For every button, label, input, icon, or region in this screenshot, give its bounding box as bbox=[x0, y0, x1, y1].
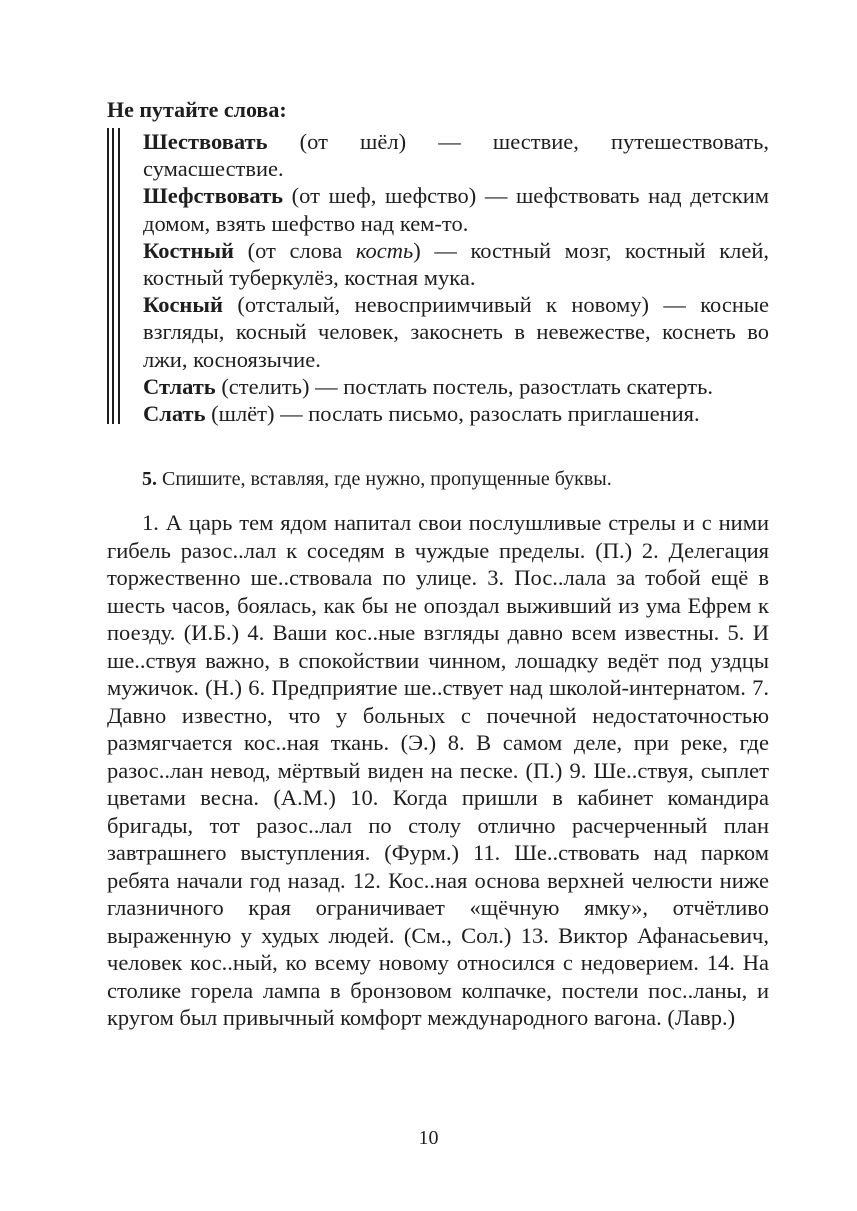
entry-definition: (от шёл) — шествие, путешествовать, сумасшествие. bbox=[143, 129, 769, 182]
exercise-text: 1. А царь тем ядом напитал свои послушливые стрелы и с ними гибель разос..лал к соседям в чуждые пределы. (П.) 2. Делегация торжественно ше..ствовала по улице. 3. Пос..лала за тобой ещё в шесть часов, боялась, как бы не опоздал выживший из ума Ефрем к поезду. (И.Б.) 4. Ваши кос..ные взгляды давно всем известны. 5. И ше..ствуя важно, в спокойствии чинном, лошадку ведёт под уздцы мужичок. (Н.) 6. Предприятие ше..ствует над школой-интернатом. 7. Давно известно, что у больных с почечной недостаточностью размягчается кос..ная ткань. (Э.) 8. В самом деле, при реке, где разос..лан невод, мёртвый виден на песке. (П.) 9. Ше..ствуя, сыплет цветами весна. (А.М.) 10. Когда пришли в кабинет командира бригады, тот разос..лал по столу отлично расчерченный план завтрашнего выступления. (Фурм.) 11. Ше..ствовать над парком ребята начали год назад. 12. Кос..ная основа верхней челюсти ниже глазничного края ограничивает «щёчную ямку», отчётливо выраженную у худых людей. (См., Сол.) 13. Виктор Афанасьевич, человек кос..ный, ко всему новому относился с недоверием. 14. На столике горела лампа в бронзовом колпачке, постели пос..ланы, и кругом был привычный комфорт международного вагона. (Лавр.) bbox=[107, 510, 769, 1030]
vocabulary-entry bbox=[143, 237, 769, 291]
entry-term: Костный bbox=[143, 237, 234, 263]
margin-double-rule bbox=[107, 128, 114, 424]
vocabulary-entry bbox=[143, 128, 769, 182]
entry-definition-rest: ) — костный мозг, костный клей, костный туберкулёз, костная мука. bbox=[143, 237, 770, 291]
vocabulary-entry bbox=[143, 291, 769, 373]
entry-definition: (от шеф, шефство) — шефствовать над детским домом, взять шефство над кем-то. bbox=[143, 183, 769, 236]
task-number: 5. bbox=[142, 468, 157, 490]
entry-italic-word: кость bbox=[355, 237, 414, 263]
margin-rule-inner bbox=[118, 128, 120, 424]
entry-term: Шефствовать bbox=[143, 183, 284, 209]
entry-term: Слать bbox=[143, 401, 206, 427]
task-instruction bbox=[142, 466, 612, 492]
vocabulary-entry bbox=[143, 182, 769, 236]
entry-definition: (отсталый, невосприимчивый к новому) — косные взгляды, косный человек, закоснеть в невежестве, коснеть во лжи, косноязычие. bbox=[143, 292, 769, 372]
entry-definition: (стелить) — постлать постель, разостлать скатерть. bbox=[215, 373, 713, 399]
entry-term: Шествовать bbox=[143, 129, 268, 154]
vocabulary-entry bbox=[143, 373, 769, 400]
section-heading: Не путайте слова: bbox=[107, 97, 287, 122]
entry-definition: (от слова bbox=[233, 237, 356, 263]
page-number: 10 bbox=[418, 1127, 439, 1149]
vocabulary-entries bbox=[143, 128, 769, 427]
vocabulary-entry bbox=[143, 400, 769, 427]
entry-term: Стлать bbox=[143, 373, 216, 399]
entry-definition: (шлёт) — послать письмо, разослать приглашения. bbox=[205, 401, 700, 427]
entry-term: Косный bbox=[143, 292, 223, 318]
task-text: Спишите, вставляя, где нужно, пропущенные буквы. bbox=[157, 468, 612, 490]
vocabulary-box bbox=[107, 128, 770, 427]
